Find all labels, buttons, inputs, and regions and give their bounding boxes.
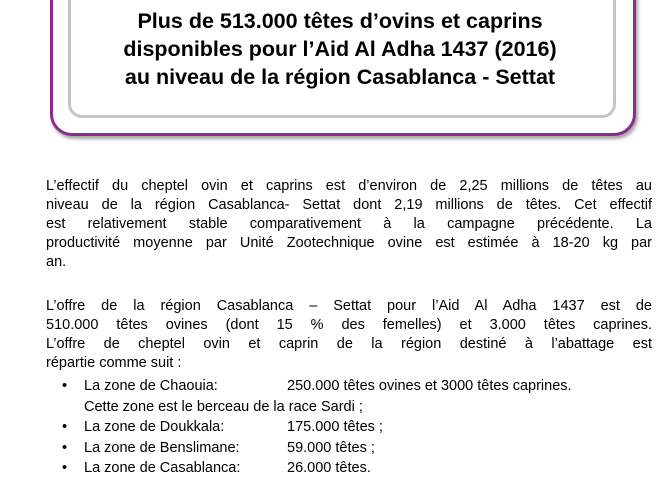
zone-value: 250.000 têtes ovines et 3000 têtes caprines. — [287, 378, 572, 394]
zone-name: La zone de Casablanca: — [84, 460, 241, 476]
paragraph-1-line-3: est relativement stable comparativement à la campagne précédente. La — [46, 216, 652, 232]
paragraph-2-line-3: L’offre de cheptel ovin et caprin de la région destiné à l’abattage est — [46, 336, 652, 352]
zone-extra: Cette zone est le berceau de la race Sardi ; — [84, 398, 363, 415]
bullet-icon: • — [62, 419, 68, 435]
paragraph-1-line-4: productivité moyenne par Unité Zootechnique ovine est estimée à 18-20 kg par — [46, 235, 652, 251]
title-line-2: disponibles pour l’Aid Al Adha 1437 (2016) — [123, 37, 557, 61]
zone-name: La zone de Benslimane: — [84, 439, 240, 456]
paragraph-2-line-2: 510.000 têtes ovines (dont 15 % des femelles) et 3.000 têtes caprines. — [46, 317, 652, 333]
list-item — [62, 417, 572, 438]
paragraph-cheptel — [46, 177, 652, 272]
list-item — [62, 458, 572, 479]
zone-value: 26.000 têtes. — [287, 460, 371, 476]
paragraph-1-line-2: niveau de la région Casablanca- Settat dont 2,19 millions de têtes. Cet effectif — [46, 197, 652, 213]
paragraph-offre — [46, 297, 652, 373]
zone-name: La zone de Doukkala: — [84, 419, 225, 435]
paragraph-1-line-1: L’effectif du cheptel ovin et caprins est d’environ de 2,25 millions de têtes au — [46, 178, 652, 194]
list-item — [62, 376, 572, 417]
zone-value: 175.000 têtes ; — [287, 419, 383, 435]
zones-list — [62, 376, 572, 479]
bullet-icon: • — [62, 378, 68, 394]
bullet-icon: • — [62, 460, 68, 476]
zone-name: La zone de Chaouia: — [84, 378, 218, 394]
paragraph-2-line-4: répartie comme suit : — [46, 355, 182, 371]
list-item — [62, 438, 572, 459]
paragraph-2-line-1: L’offre de la région Casablanca – Settat pour l’Aid Al Adha 1437 est de — [46, 298, 652, 314]
title-line-3: au niveau de la région Casablanca - Settat — [124, 65, 556, 89]
page-title — [70, 7, 610, 91]
paragraph-1-line-5: an. — [46, 254, 67, 270]
zone-value: 59.000 têtes ; — [287, 439, 375, 456]
title-line-1: Plus de 513.000 têtes d’ovins et caprins — [137, 9, 543, 33]
bullet-icon: • — [62, 439, 68, 456]
